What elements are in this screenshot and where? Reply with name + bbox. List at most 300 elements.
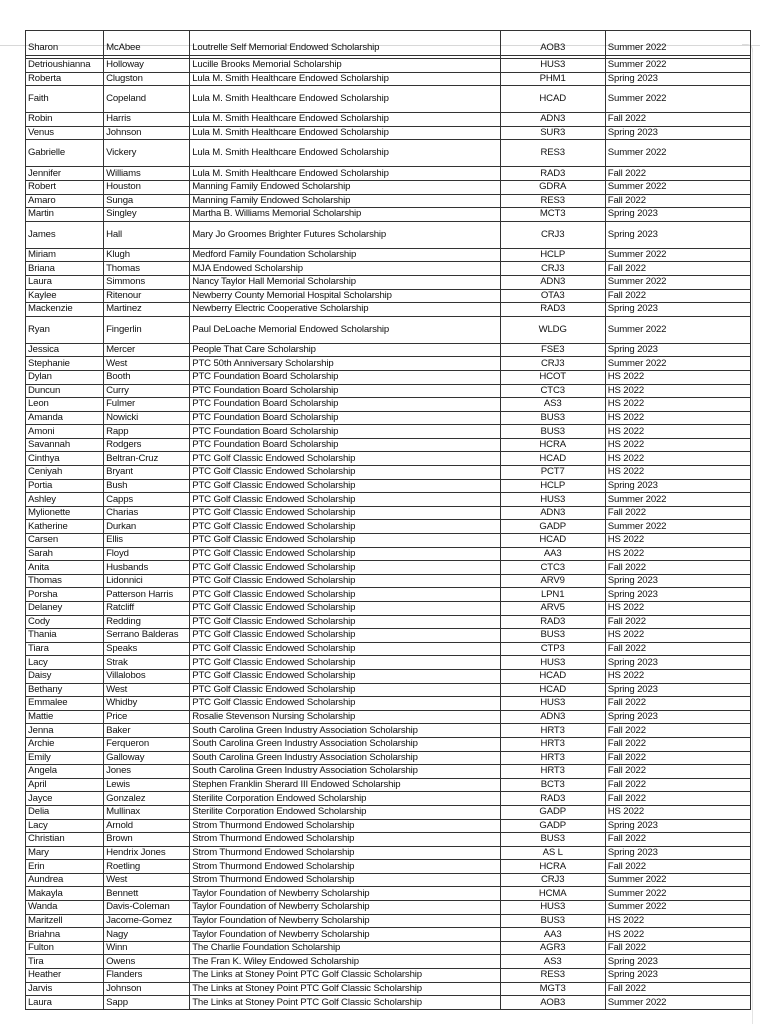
scholarship-name-cell: People That Care Scholarship xyxy=(190,343,500,357)
program-code-cell: HUS3 xyxy=(500,901,605,915)
first-name-cell: Gabrielle xyxy=(26,140,104,167)
first-name-cell: Anita xyxy=(26,561,104,575)
scholarship-name-cell: The Links at Stoney Point PTC Golf Classic Scholarship xyxy=(190,982,500,996)
first-name-cell: Mackenzie xyxy=(26,303,104,317)
program-code-cell: WLDG xyxy=(500,316,605,343)
scholarship-name-cell: PTC Golf Classic Endowed Scholarship xyxy=(190,602,500,616)
scholarship-name-cell: PTC Golf Classic Endowed Scholarship xyxy=(190,534,500,548)
program-code-cell: BUS3 xyxy=(500,411,605,425)
last-name-cell: Clugston xyxy=(104,72,190,86)
last-name-cell: Klugh xyxy=(104,248,190,262)
scholarship-name-cell: PTC Foundation Board Scholarship xyxy=(190,425,500,439)
table-row xyxy=(26,901,751,915)
term-cell: Fall 2022 xyxy=(605,941,750,955)
last-name-cell: West xyxy=(104,357,190,371)
first-name-cell: Savannah xyxy=(26,438,104,452)
table-row xyxy=(26,140,751,167)
scholarship-name-cell: PTC Golf Classic Endowed Scholarship xyxy=(190,588,500,602)
scholarship-name-cell: Strom Thurmond Endowed Scholarship xyxy=(190,860,500,874)
first-name-cell: Cinthya xyxy=(26,452,104,466)
last-name-cell: Houston xyxy=(104,180,190,194)
scholarship-name-cell: PTC Golf Classic Endowed Scholarship xyxy=(190,656,500,670)
scholarship-name-cell: Taylor Foundation of Newberry Scholarship xyxy=(190,887,500,901)
last-name-cell: Ritenour xyxy=(104,289,190,303)
scholarship-name-cell: Nancy Taylor Hall Memorial Scholarship xyxy=(190,275,500,289)
scholarship-name-cell: PTC Golf Classic Endowed Scholarship xyxy=(190,642,500,656)
page-overlay-edge xyxy=(752,52,753,1024)
scholarship-name-cell: PTC Golf Classic Endowed Scholarship xyxy=(190,547,500,561)
table-row xyxy=(26,289,751,303)
table-row xyxy=(26,493,751,507)
scholarship-name-cell: PTC Golf Classic Endowed Scholarship xyxy=(190,520,500,534)
scholarship-name-cell: Manning Family Endowed Scholarship xyxy=(190,180,500,194)
last-name-cell: Thomas xyxy=(104,262,190,276)
first-name-cell: Christian xyxy=(26,833,104,847)
program-code-cell: HCAD xyxy=(500,534,605,548)
term-cell: Fall 2022 xyxy=(605,561,750,575)
program-code-cell: HRT3 xyxy=(500,765,605,779)
first-name-cell: Katherine xyxy=(26,520,104,534)
program-code-cell: RAD3 xyxy=(500,303,605,317)
first-name-cell: Cody xyxy=(26,615,104,629)
term-cell: HS 2022 xyxy=(605,466,750,480)
program-code-cell: OTA3 xyxy=(500,289,605,303)
table-row xyxy=(26,438,751,452)
scholarship-name-cell: PTC Golf Classic Endowed Scholarship xyxy=(190,506,500,520)
first-name-cell: Delaney xyxy=(26,602,104,616)
last-name-cell: Brown xyxy=(104,833,190,847)
first-name-cell: Kaylee xyxy=(26,289,104,303)
scholarship-name-cell: Taylor Foundation of Newberry Scholarship xyxy=(190,901,500,915)
first-name-cell: Dylan xyxy=(26,370,104,384)
first-name-cell: April xyxy=(26,778,104,792)
scholarship-name-cell: PTC Golf Classic Endowed Scholarship xyxy=(190,669,500,683)
last-name-cell: Davis-Coleman xyxy=(104,901,190,915)
term-cell: HS 2022 xyxy=(605,534,750,548)
table-row xyxy=(26,72,751,86)
program-code-cell: HCOT xyxy=(500,370,605,384)
last-name-cell: Floyd xyxy=(104,547,190,561)
scholarship-name-cell: PTC Golf Classic Endowed Scholarship xyxy=(190,493,500,507)
scholarship-name-cell: South Carolina Green Industry Association Scholarship xyxy=(190,737,500,751)
scholarship-name-cell: Paul DeLoache Memorial Endowed Scholarship xyxy=(190,316,500,343)
program-code-cell: CRJ3 xyxy=(500,357,605,371)
last-name-cell: Singley xyxy=(104,208,190,222)
table-row xyxy=(26,561,751,575)
term-cell: Fall 2022 xyxy=(605,697,750,711)
last-name-cell: Johnson xyxy=(104,982,190,996)
table-body xyxy=(26,31,751,1010)
table-row xyxy=(26,996,751,1010)
table-row xyxy=(26,59,751,73)
term-cell: Summer 2022 xyxy=(605,140,750,167)
first-name-cell: Jennifer xyxy=(26,167,104,181)
term-cell: HS 2022 xyxy=(605,669,750,683)
first-name-cell: Stephanie xyxy=(26,357,104,371)
scholarship-name-cell: Taylor Foundation of Newberry Scholarship xyxy=(190,914,500,928)
term-cell: Summer 2022 xyxy=(605,59,750,73)
table-row xyxy=(26,588,751,602)
table-row xyxy=(26,615,751,629)
last-name-cell: Strak xyxy=(104,656,190,670)
term-cell: HS 2022 xyxy=(605,370,750,384)
last-name-cell: Roetling xyxy=(104,860,190,874)
first-name-cell: Mary xyxy=(26,846,104,860)
term-cell: HS 2022 xyxy=(605,411,750,425)
first-name-cell: Robin xyxy=(26,113,104,127)
table-row xyxy=(26,941,751,955)
term-cell: HS 2022 xyxy=(605,384,750,398)
term-cell: Summer 2022 xyxy=(605,316,750,343)
last-name-cell: Nagy xyxy=(104,928,190,942)
table-row xyxy=(26,669,751,683)
scholarship-name-cell: Martha B. Williams Memorial Scholarship xyxy=(190,208,500,222)
program-code-cell: AA3 xyxy=(500,547,605,561)
program-code-cell: ADN3 xyxy=(500,113,605,127)
table-row xyxy=(26,520,751,534)
table-row xyxy=(26,316,751,343)
term-cell: Summer 2022 xyxy=(605,873,750,887)
term-cell: Spring 2023 xyxy=(605,969,750,983)
scholarship-name-cell: PTC Foundation Board Scholarship xyxy=(190,411,500,425)
table-row xyxy=(26,275,751,289)
last-name-cell: Mercer xyxy=(104,343,190,357)
first-name-cell: Emmalee xyxy=(26,697,104,711)
table-row xyxy=(26,303,751,317)
table-row xyxy=(26,86,751,113)
table-row xyxy=(26,683,751,697)
program-code-cell: RES3 xyxy=(500,140,605,167)
last-name-cell: Bennett xyxy=(104,887,190,901)
first-name-cell: Leon xyxy=(26,398,104,412)
program-code-cell: ADN3 xyxy=(500,506,605,520)
table-row xyxy=(26,602,751,616)
scholarship-name-cell: PTC Golf Classic Endowed Scholarship xyxy=(190,574,500,588)
first-name-cell: Jarvis xyxy=(26,982,104,996)
term-cell: Fall 2022 xyxy=(605,778,750,792)
scholarship-name-cell: PTC Golf Classic Endowed Scholarship xyxy=(190,697,500,711)
term-cell: HS 2022 xyxy=(605,547,750,561)
term-cell: Spring 2023 xyxy=(605,683,750,697)
program-code-cell: CRJ3 xyxy=(500,262,605,276)
last-name-cell: Redding xyxy=(104,615,190,629)
scholarship-name-cell: PTC Foundation Board Scholarship xyxy=(190,370,500,384)
term-cell: Spring 2023 xyxy=(605,710,750,724)
last-name-cell: Curry xyxy=(104,384,190,398)
last-name-cell: Sunga xyxy=(104,194,190,208)
last-name-cell: Bush xyxy=(104,479,190,493)
table-row xyxy=(26,208,751,222)
first-name-cell: Briahna xyxy=(26,928,104,942)
first-name-cell: Fulton xyxy=(26,941,104,955)
first-name-cell: Detrioushianna xyxy=(26,59,104,73)
term-cell: Spring 2023 xyxy=(605,303,750,317)
term-cell: Summer 2022 xyxy=(605,31,750,56)
table-row xyxy=(26,969,751,983)
term-cell: Spring 2023 xyxy=(605,819,750,833)
scholarship-name-cell: Newberry County Memorial Hospital Scholarship xyxy=(190,289,500,303)
program-code-cell: GDRA xyxy=(500,180,605,194)
program-code-cell: RAD3 xyxy=(500,615,605,629)
term-cell: Fall 2022 xyxy=(605,262,750,276)
last-name-cell: Speaks xyxy=(104,642,190,656)
program-code-cell: AGR3 xyxy=(500,941,605,955)
scholarship-name-cell: PTC 50th Anniversary Scholarship xyxy=(190,357,500,371)
scholarship-name-cell: PTC Golf Classic Endowed Scholarship xyxy=(190,452,500,466)
scholarship-name-cell: Manning Family Endowed Scholarship xyxy=(190,194,500,208)
last-name-cell: Whidby xyxy=(104,697,190,711)
term-cell: HS 2022 xyxy=(605,425,750,439)
table-row xyxy=(26,506,751,520)
term-cell: Fall 2022 xyxy=(605,506,750,520)
last-name-cell: Baker xyxy=(104,724,190,738)
scholarship-name-cell: Loutrelle Self Memorial Endowed Scholarship xyxy=(190,31,500,56)
scholarship-name-cell: PTC Foundation Board Scholarship xyxy=(190,398,500,412)
first-name-cell: Portia xyxy=(26,479,104,493)
term-cell: Summer 2022 xyxy=(605,275,750,289)
program-code-cell: HCAD xyxy=(500,86,605,113)
scholarship-name-cell: MJA Endowed Scholarship xyxy=(190,262,500,276)
first-name-cell: Amaro xyxy=(26,194,104,208)
scholarship-name-cell: South Carolina Green Industry Association Scholarship xyxy=(190,765,500,779)
term-cell: Summer 2022 xyxy=(605,901,750,915)
program-code-cell: ADN3 xyxy=(500,710,605,724)
first-name-cell: Thania xyxy=(26,629,104,643)
last-name-cell: Jones xyxy=(104,765,190,779)
term-cell: Spring 2023 xyxy=(605,846,750,860)
scholarship-name-cell: South Carolina Green Industry Association Scholarship xyxy=(190,751,500,765)
table-row xyxy=(26,398,751,412)
scholarship-name-cell: Stephen Franklin Sherard III Endowed Scholarship xyxy=(190,778,500,792)
first-name-cell: Sarah xyxy=(26,547,104,561)
first-name-cell: Angela xyxy=(26,765,104,779)
program-code-cell: ARV5 xyxy=(500,602,605,616)
table-row xyxy=(26,846,751,860)
table-row xyxy=(26,31,751,56)
scholarship-name-cell: The Fran K. Wiley Endowed Scholarship xyxy=(190,955,500,969)
table-row xyxy=(26,466,751,480)
program-code-cell: HRT3 xyxy=(500,737,605,751)
table-row xyxy=(26,425,751,439)
scholarship-name-cell: Lula M. Smith Healthcare Endowed Scholarship xyxy=(190,126,500,140)
table-row xyxy=(26,411,751,425)
last-name-cell: Mullinax xyxy=(104,805,190,819)
first-name-cell: Thomas xyxy=(26,574,104,588)
scholarship-name-cell: Sterilite Corporation Endowed Scholarship xyxy=(190,792,500,806)
program-code-cell: AS3 xyxy=(500,955,605,969)
scholarship-name-cell: Lula M. Smith Healthcare Endowed Scholarship xyxy=(190,113,500,127)
table-row xyxy=(26,180,751,194)
last-name-cell: Gonzalez xyxy=(104,792,190,806)
first-name-cell: Daisy xyxy=(26,669,104,683)
table-row xyxy=(26,248,751,262)
table-row xyxy=(26,343,751,357)
first-name-cell: Bethany xyxy=(26,683,104,697)
term-cell: Spring 2023 xyxy=(605,126,750,140)
program-code-cell: RES3 xyxy=(500,969,605,983)
last-name-cell: Martinez xyxy=(104,303,190,317)
scholarship-name-cell: Rosalie Stevenson Nursing Scholarship xyxy=(190,710,500,724)
last-name-cell: Vickery xyxy=(104,140,190,167)
first-name-cell: Jessica xyxy=(26,343,104,357)
last-name-cell: Williams xyxy=(104,167,190,181)
last-name-cell: Beltran-Cruz xyxy=(104,452,190,466)
scholarship-name-cell: Taylor Foundation of Newberry Scholarship xyxy=(190,928,500,942)
first-name-cell: Mylionette xyxy=(26,506,104,520)
program-code-cell: ADN3 xyxy=(500,275,605,289)
last-name-cell: Serrano Balderas xyxy=(104,629,190,643)
table-row xyxy=(26,873,751,887)
last-name-cell: Rodgers xyxy=(104,438,190,452)
term-cell: Summer 2022 xyxy=(605,180,750,194)
scholarship-name-cell: Mary Jo Groomes Brighter Futures Scholarship xyxy=(190,221,500,248)
table-row xyxy=(26,357,751,371)
last-name-cell: Lidonnici xyxy=(104,574,190,588)
scholarship-name-cell: Strom Thurmond Endowed Scholarship xyxy=(190,873,500,887)
program-code-cell: AA3 xyxy=(500,928,605,942)
first-name-cell: Ashley xyxy=(26,493,104,507)
scholarship-name-cell: PTC Golf Classic Endowed Scholarship xyxy=(190,683,500,697)
scholarship-name-cell: PTC Golf Classic Endowed Scholarship xyxy=(190,466,500,480)
program-code-cell: RAD3 xyxy=(500,792,605,806)
table-row xyxy=(26,819,751,833)
last-name-cell: Nowicki xyxy=(104,411,190,425)
term-cell: HS 2022 xyxy=(605,914,750,928)
term-cell: Spring 2023 xyxy=(605,72,750,86)
first-name-cell: Porsha xyxy=(26,588,104,602)
last-name-cell: Villalobos xyxy=(104,669,190,683)
table-row xyxy=(26,751,751,765)
term-cell: Fall 2022 xyxy=(605,765,750,779)
program-code-cell: GADP xyxy=(500,805,605,819)
term-cell: Fall 2022 xyxy=(605,167,750,181)
last-name-cell: Harris xyxy=(104,113,190,127)
last-name-cell: Ellis xyxy=(104,534,190,548)
table-row xyxy=(26,126,751,140)
table-row xyxy=(26,833,751,847)
first-name-cell: Ryan xyxy=(26,316,104,343)
program-code-cell: HRT3 xyxy=(500,751,605,765)
term-cell: Spring 2023 xyxy=(605,656,750,670)
first-name-cell: Wanda xyxy=(26,901,104,915)
program-code-cell: CTP3 xyxy=(500,642,605,656)
program-code-cell: BUS3 xyxy=(500,425,605,439)
program-code-cell: BCT3 xyxy=(500,778,605,792)
table-row xyxy=(26,955,751,969)
last-name-cell: Bryant xyxy=(104,466,190,480)
first-name-cell: Martin xyxy=(26,208,104,222)
term-cell: Summer 2022 xyxy=(605,996,750,1010)
last-name-cell: Husbands xyxy=(104,561,190,575)
table-row xyxy=(26,792,751,806)
first-name-cell: Amoni xyxy=(26,425,104,439)
program-code-cell: GADP xyxy=(500,819,605,833)
program-code-cell: LPN1 xyxy=(500,588,605,602)
program-code-cell: HCRA xyxy=(500,438,605,452)
term-cell: Fall 2022 xyxy=(605,860,750,874)
first-name-cell: Archie xyxy=(26,737,104,751)
scholarship-name-cell: South Carolina Green Industry Association Scholarship xyxy=(190,724,500,738)
program-code-cell: BUS3 xyxy=(500,629,605,643)
last-name-cell: Owens xyxy=(104,955,190,969)
program-code-cell: HCLP xyxy=(500,479,605,493)
first-name-cell: Lacy xyxy=(26,656,104,670)
scholarship-name-cell: The Links at Stoney Point PTC Golf Classic Scholarship xyxy=(190,996,500,1010)
scholarship-name-cell: PTC Foundation Board Scholarship xyxy=(190,384,500,398)
table-row xyxy=(26,629,751,643)
first-name-cell: Ceniyah xyxy=(26,466,104,480)
first-name-cell: Heather xyxy=(26,969,104,983)
term-cell: Fall 2022 xyxy=(605,737,750,751)
first-name-cell: Makayla xyxy=(26,887,104,901)
scholarship-name-cell: PTC Golf Classic Endowed Scholarship xyxy=(190,479,500,493)
program-code-cell: HCMA xyxy=(500,887,605,901)
term-cell: Spring 2023 xyxy=(605,955,750,969)
term-cell: Spring 2023 xyxy=(605,574,750,588)
first-name-cell: Laura xyxy=(26,996,104,1010)
last-name-cell: Johnson xyxy=(104,126,190,140)
last-name-cell: Price xyxy=(104,710,190,724)
scholarship-recipients-table xyxy=(25,30,751,1010)
scholarship-name-cell: PTC Golf Classic Endowed Scholarship xyxy=(190,561,500,575)
program-code-cell: RES3 xyxy=(500,194,605,208)
program-code-cell: FSE3 xyxy=(500,343,605,357)
last-name-cell: Rapp xyxy=(104,425,190,439)
program-code-cell: HUS3 xyxy=(500,697,605,711)
first-name-cell: Venus xyxy=(26,126,104,140)
term-cell: HS 2022 xyxy=(605,452,750,466)
first-name-cell: Sharon xyxy=(26,31,104,56)
table-row xyxy=(26,710,751,724)
table-row xyxy=(26,737,751,751)
first-name-cell: Lacy xyxy=(26,819,104,833)
last-name-cell: Ratcliff xyxy=(104,602,190,616)
table-row xyxy=(26,805,751,819)
program-code-cell: CTC3 xyxy=(500,561,605,575)
term-cell: Spring 2023 xyxy=(605,479,750,493)
term-cell: Summer 2022 xyxy=(605,493,750,507)
term-cell: Summer 2022 xyxy=(605,86,750,113)
last-name-cell: Ferqueron xyxy=(104,737,190,751)
last-name-cell: Winn xyxy=(104,941,190,955)
table-row xyxy=(26,479,751,493)
scholarship-name-cell: Newberry Electric Cooperative Scholarship xyxy=(190,303,500,317)
first-name-cell: Laura xyxy=(26,275,104,289)
term-cell: Fall 2022 xyxy=(605,833,750,847)
first-name-cell: Amanda xyxy=(26,411,104,425)
table-row xyxy=(26,982,751,996)
program-code-cell: HUS3 xyxy=(500,59,605,73)
table-row xyxy=(26,221,751,248)
scholarship-name-cell: Lula M. Smith Healthcare Endowed Scholarship xyxy=(190,167,500,181)
first-name-cell: Jayce xyxy=(26,792,104,806)
program-code-cell: AS L xyxy=(500,846,605,860)
program-code-cell: PCT7 xyxy=(500,466,605,480)
last-name-cell: Holloway xyxy=(104,59,190,73)
scholarship-name-cell: Sterilite Corporation Endowed Scholarship xyxy=(190,805,500,819)
table-row xyxy=(26,262,751,276)
term-cell: Summer 2022 xyxy=(605,248,750,262)
program-code-cell: MCT3 xyxy=(500,208,605,222)
first-name-cell: Delia xyxy=(26,805,104,819)
first-name-cell: Briana xyxy=(26,262,104,276)
term-cell: Fall 2022 xyxy=(605,724,750,738)
table-row xyxy=(26,547,751,561)
term-cell: Fall 2022 xyxy=(605,642,750,656)
scholarship-name-cell: PTC Golf Classic Endowed Scholarship xyxy=(190,615,500,629)
term-cell: Summer 2022 xyxy=(605,357,750,371)
last-name-cell: Galloway xyxy=(104,751,190,765)
